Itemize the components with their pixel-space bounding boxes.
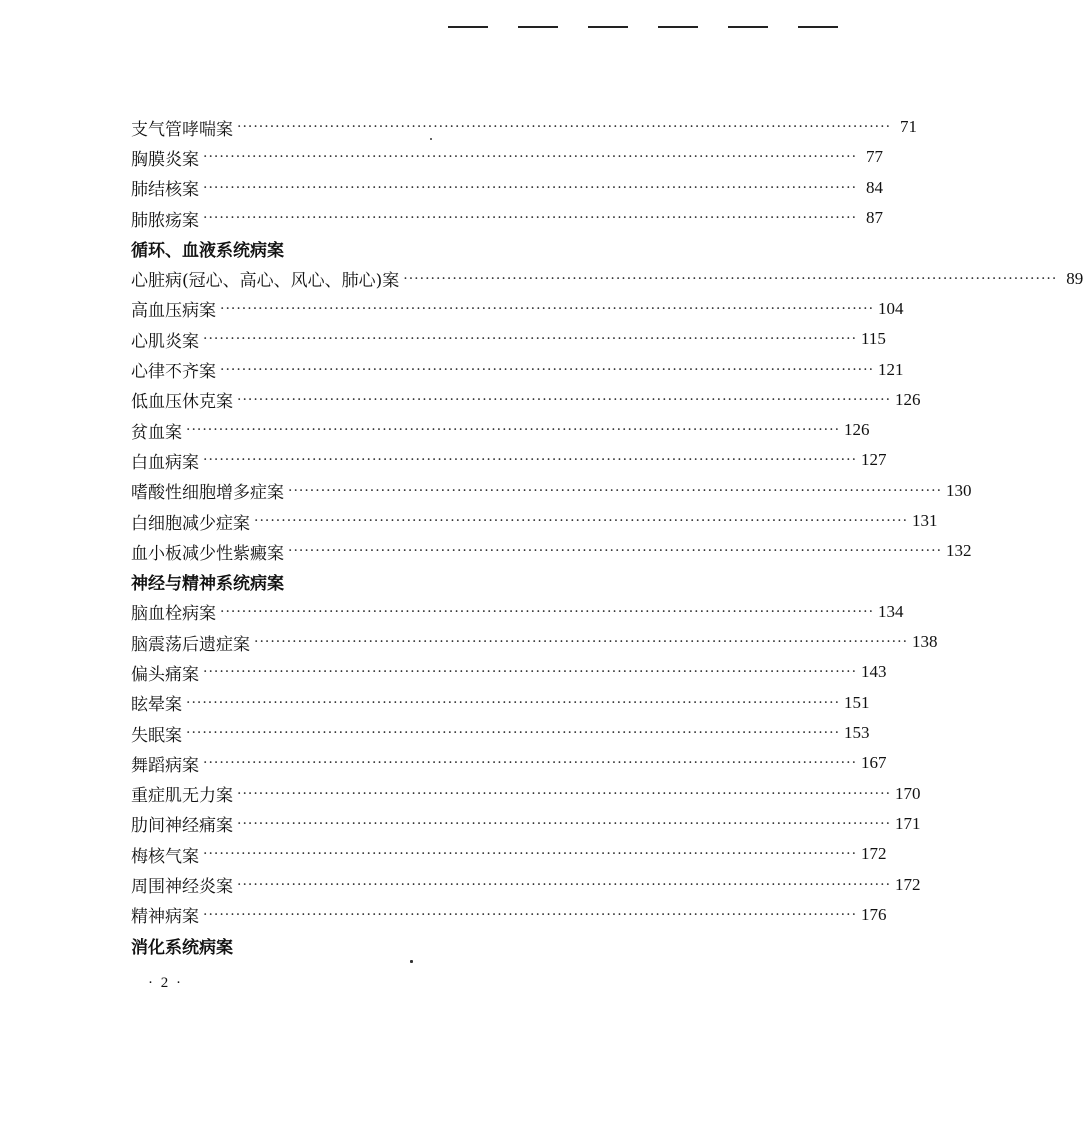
toc-entry-title: 嗜酸性细胞增多症案 (131, 483, 284, 504)
toc-entry (131, 142, 884, 172)
toc-entry-title: 肋间神经痛案 (131, 816, 233, 837)
toc-entry-page: 143 (861, 662, 887, 682)
toc-entry-title: 贫血案 (131, 422, 182, 443)
toc-entry-page: 138 (912, 632, 938, 652)
toc-entry-title: 精神病案 (131, 907, 199, 928)
dot-leader: ························································································································ (220, 300, 875, 317)
toc-entry-title: 肺脓疡案 (131, 210, 199, 231)
toc-entry (131, 900, 887, 930)
toc-entry (131, 324, 886, 354)
toc-entry-page: 170 (895, 783, 921, 803)
toc-entry-page: 153 (844, 723, 870, 743)
toc-entry-title: 低血压休克案 (131, 392, 233, 413)
dot-leader: ························································································································ (203, 452, 858, 469)
toc-entry (131, 597, 904, 627)
toc-entry-page: 104 (878, 298, 904, 318)
toc-entry-title: 胸膜炎案 (131, 149, 199, 170)
dot-leader: ························································································································ (237, 119, 892, 136)
dot-leader: ························································································································ (288, 482, 943, 499)
toc-entry-page: 132 (946, 541, 972, 561)
dot-leader: ························································································································ (203, 210, 858, 227)
toc-section-heading: 消化系统病案 (131, 937, 233, 958)
toc-entry-title: 血小板减少性紫癜案 (131, 543, 284, 564)
toc-entry-title: 舞蹈病案 (131, 755, 199, 776)
toc-entry-page: 130 (946, 480, 972, 500)
toc-entry (131, 112, 918, 142)
toc-entry (131, 173, 884, 203)
toc-entry (131, 294, 904, 324)
dot-leader: ························································································································ (203, 846, 858, 863)
toc-entry-title: 心脏病(冠心、高心、风心、肺心)案 (131, 271, 400, 292)
dot-leader: ························································································································ (203, 664, 858, 681)
toc-entry (131, 536, 972, 566)
dot-leader: ························································································································ (203, 179, 858, 196)
toc-entry (131, 809, 921, 839)
toc-entry-title: 心律不齐案 (131, 362, 216, 383)
toc-entry (131, 203, 884, 233)
toc-entry (131, 385, 921, 415)
header-rules (440, 26, 840, 30)
toc-entry-title: 周围神经炎案 (131, 877, 233, 898)
toc-entry-page: 172 (861, 844, 887, 864)
toc-entry (131, 657, 887, 687)
dot-leader: ························································································································ (237, 785, 892, 802)
toc-entry-page: 126 (895, 389, 921, 409)
dot-leader: ························································································································ (254, 513, 909, 529)
toc-entry (131, 688, 870, 718)
toc-entry-title: 支气管哮喘案 (131, 119, 233, 140)
toc-entry (131, 445, 887, 475)
dot-leader: ························································································································ (288, 543, 943, 560)
dot-leader: ························································································································ (186, 725, 841, 742)
toc-entry-page: 127 (861, 450, 887, 470)
toc-entry (131, 779, 921, 809)
toc-entry-title: 重症肌无力案 (131, 786, 233, 807)
dot-leader: ························································································································ (254, 634, 909, 651)
toc-entry-page: 126 (844, 420, 870, 440)
toc-entry-title: 失眠案 (131, 725, 182, 746)
toc-entry (131, 506, 938, 536)
dot-leader: ························································································································ (203, 906, 858, 923)
toc-entry (131, 839, 887, 869)
toc-entry-page: 176 (861, 904, 887, 924)
dot-leader: ························································································································ (203, 149, 858, 166)
toc-entry-page: 84 (866, 177, 884, 197)
toc-entry-page: 89 (1066, 268, 1083, 288)
scan-speck (430, 138, 432, 140)
toc-entry (131, 476, 972, 506)
toc-entry-page: 87 (866, 208, 884, 228)
toc-entry (131, 748, 887, 778)
toc-entry-page: 171 (895, 813, 921, 833)
toc-entry-title: 眩晕案 (131, 695, 182, 716)
toc-entry-page: 151 (844, 692, 870, 712)
toc-entry-title: 梅核气案 (131, 846, 199, 867)
dot-leader: ························································································································ (237, 876, 892, 893)
dot-leader: ························································································································ (237, 815, 892, 832)
toc-entry (131, 263, 1083, 293)
toc-entry-title: 脑震荡后遗症案 (131, 634, 250, 655)
dot-leader: ························································································································ (220, 603, 875, 620)
dot-leader: ························································································································ (203, 755, 858, 772)
toc-entry-title: 白细胞减少症案 (131, 513, 250, 534)
toc-entry-title: 白血病案 (131, 452, 199, 473)
dot-leader: ························································································································ (186, 694, 841, 711)
toc-entry-page: 167 (861, 753, 887, 773)
toc-section-heading: 神经与精神系统病案 (131, 574, 284, 595)
toc-entry-title: 心肌炎案 (131, 331, 199, 352)
dot-leader: ························································································································ (203, 331, 858, 348)
toc-entry-page: 172 (895, 874, 921, 894)
toc-entry-page: 71 (900, 117, 918, 137)
toc-entry (131, 354, 904, 384)
toc-entry (131, 415, 870, 445)
toc-entry-page: 134 (878, 601, 904, 621)
toc-entry-title: 高血压病案 (131, 301, 216, 322)
toc-entry-page: 131 (912, 511, 938, 530)
toc-entry-title: 肺结核案 (131, 180, 199, 201)
page-number: · 2 · (148, 975, 183, 991)
toc-entry (131, 869, 921, 899)
toc-entry-title: 偏头痛案 (131, 664, 199, 685)
dot-leader: ························································································································ (220, 361, 875, 378)
scan-speck (410, 960, 413, 963)
toc-entry-page: 115 (861, 329, 886, 349)
table-of-contents (131, 112, 1083, 960)
toc-entry-title: 脑血栓病案 (131, 604, 216, 625)
toc-entry-page: 77 (866, 147, 884, 167)
dot-leader: ························································································································ (186, 422, 841, 439)
toc-section-heading: 循环、血液系统病案 (131, 240, 284, 261)
toc-entry (131, 627, 938, 657)
dot-leader: ························································································································ (403, 270, 1058, 287)
toc-entry (131, 718, 870, 748)
dot-leader: ························································································································ (237, 391, 892, 408)
toc-entry-page: 121 (878, 359, 904, 379)
